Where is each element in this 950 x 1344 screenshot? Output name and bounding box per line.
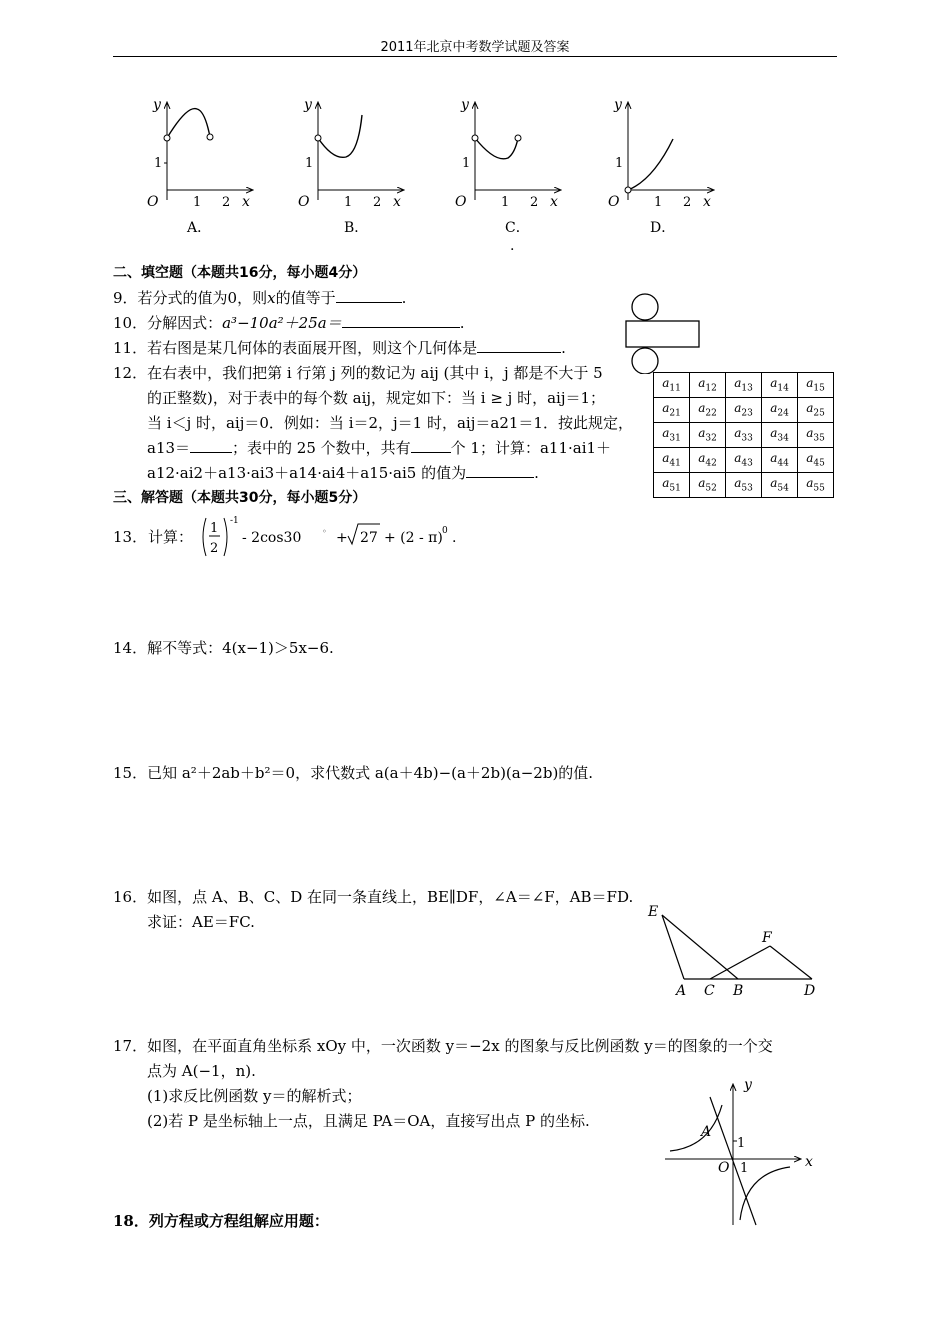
svg-text:◦: ◦ bbox=[322, 527, 327, 536]
svg-text:x: x bbox=[393, 194, 401, 210]
svg-text:2: 2 bbox=[222, 195, 231, 210]
svg-text:1: 1 bbox=[305, 156, 314, 171]
section3-title: 三、解答题（本题共30分，每小题5分） bbox=[113, 490, 367, 506]
matrix-cell: $a_{41}$ bbox=[654, 448, 690, 473]
svg-text:x: x bbox=[703, 194, 711, 210]
matrix-cell: $a_{45}$ bbox=[798, 448, 834, 473]
svg-text:x: x bbox=[805, 1154, 813, 1170]
svg-text:D: D bbox=[804, 983, 816, 999]
svg-text:O: O bbox=[608, 194, 620, 210]
matrix-row bbox=[654, 423, 834, 448]
option-graphs bbox=[140, 95, 740, 255]
svg-text:1: 1 bbox=[210, 521, 219, 536]
svg-text:C: C bbox=[704, 983, 715, 999]
svg-text:y: y bbox=[153, 97, 161, 113]
matrix-cell: $a_{33}$ bbox=[726, 423, 762, 448]
matrix-table bbox=[653, 372, 834, 498]
svg-text:+: + bbox=[336, 530, 348, 546]
svg-text:2: 2 bbox=[210, 541, 219, 556]
curve-d bbox=[628, 139, 673, 190]
question-17-line3: (1)求反比例函数 y＝的解析式； bbox=[147, 1087, 362, 1105]
question-12-line1: 12．在右表中，我们把第 i 行第 j 列的数记为 aij (其中 i，j 都是不大于 5 bbox=[113, 364, 603, 382]
matrix-row bbox=[654, 373, 834, 398]
matrix-cell: $a_{42}$ bbox=[690, 448, 726, 473]
svg-text:x: x bbox=[242, 194, 250, 210]
question-12-line5: a12·ai2＋a13·ai3＋a14·ai4＋a15·ai5 的值为 . bbox=[147, 464, 539, 482]
graph-d bbox=[608, 97, 713, 236]
svg-text:2: 2 bbox=[373, 195, 382, 210]
svg-text:O: O bbox=[455, 194, 467, 210]
answer-blank-12c[interactable] bbox=[466, 463, 534, 478]
question-17-line2: 点为 A(−1，n). bbox=[147, 1062, 256, 1080]
matrix-cell: $a_{55}$ bbox=[798, 473, 834, 498]
svg-text:2: 2 bbox=[530, 195, 539, 210]
svg-text:A．: A． bbox=[187, 220, 212, 236]
page-header: 2011年北京中考数学试题及答案 bbox=[380, 40, 570, 55]
matrix-cell: $a_{51}$ bbox=[654, 473, 690, 498]
matrix-cell: $a_{24}$ bbox=[762, 398, 798, 423]
curve-b bbox=[318, 115, 362, 157]
graph-a bbox=[147, 97, 252, 236]
svg-text:D．: D． bbox=[650, 220, 676, 236]
matrix-cell: $a_{22}$ bbox=[690, 398, 726, 423]
svg-text:.: . bbox=[510, 238, 515, 254]
matrix-row bbox=[654, 473, 834, 498]
answer-blank-10[interactable] bbox=[342, 313, 460, 328]
svg-text:- 2cos30: - 2cos30 bbox=[242, 530, 302, 546]
svg-text:1: 1 bbox=[740, 1161, 749, 1176]
question-18: 18．列方程或方程组解应用题： bbox=[113, 1212, 329, 1230]
svg-text:.: . bbox=[452, 530, 457, 546]
question-17-line4: (2)若 P 是坐标轴上一点，且满足 PA＝OA，直接写出点 P 的坐标. bbox=[147, 1112, 590, 1130]
svg-text:2: 2 bbox=[683, 195, 692, 210]
svg-text:C．: C． bbox=[505, 220, 530, 236]
matrix-cell: $a_{15}$ bbox=[798, 373, 834, 398]
matrix-cell: $a_{31}$ bbox=[654, 423, 690, 448]
matrix-cell: $a_{52}$ bbox=[690, 473, 726, 498]
matrix-cell: $a_{25}$ bbox=[798, 398, 834, 423]
answer-blank-9[interactable] bbox=[336, 288, 402, 303]
matrix-cell: $a_{53}$ bbox=[726, 473, 762, 498]
svg-text:-1: -1 bbox=[230, 516, 239, 526]
q13-expression bbox=[198, 514, 558, 560]
question-16-line2: 求证：AE＝FC. bbox=[147, 913, 255, 931]
svg-text:y: y bbox=[614, 97, 622, 113]
figure-17 bbox=[660, 1075, 830, 1230]
svg-text:27: 27 bbox=[360, 530, 378, 546]
svg-text:y: y bbox=[461, 97, 469, 113]
svg-text:E: E bbox=[648, 904, 659, 920]
svg-text:1: 1 bbox=[154, 156, 163, 171]
matrix-cell: $a_{23}$ bbox=[726, 398, 762, 423]
svg-text:O: O bbox=[147, 194, 159, 210]
svg-text:y: y bbox=[304, 97, 312, 113]
svg-text:A: A bbox=[701, 1124, 712, 1140]
svg-text:O: O bbox=[298, 194, 310, 210]
question-14: 14．解不等式：4(x−1)＞5x−6. bbox=[113, 639, 334, 657]
matrix-cell: $a_{12}$ bbox=[690, 373, 726, 398]
svg-text:1: 1 bbox=[615, 156, 624, 171]
matrix-cell: $a_{21}$ bbox=[654, 398, 690, 423]
svg-text:1: 1 bbox=[654, 195, 663, 210]
svg-text:1: 1 bbox=[737, 1136, 746, 1151]
svg-text:y: y bbox=[744, 1077, 752, 1093]
matrix-cell: $a_{54}$ bbox=[762, 473, 798, 498]
answer-blank-12b[interactable] bbox=[411, 438, 451, 453]
svg-text:1: 1 bbox=[193, 195, 202, 210]
svg-text:B: B bbox=[733, 983, 744, 999]
matrix-cell: $a_{11}$ bbox=[654, 373, 690, 398]
cylinder-net-figure bbox=[622, 292, 702, 374]
question-16-line1: 16．如图，点 A、B、C、D 在同一条直线上，BE∥DF，∠A＝∠F，AB＝FD. bbox=[113, 888, 634, 906]
svg-text:1: 1 bbox=[462, 156, 471, 171]
svg-text:+ (2 - π): + (2 - π) bbox=[384, 530, 443, 546]
svg-text:O: O bbox=[718, 1160, 730, 1176]
question-9: 9．若分式的值为0，则x的值等于 . bbox=[113, 289, 407, 307]
question-15: 15．已知 a²＋2ab＋b²＝0，求代数式 a(a＋4b)−(a＋2b)(a−2b)的值. bbox=[113, 764, 594, 782]
curve-a bbox=[167, 109, 210, 138]
matrix-cell: $a_{13}$ bbox=[726, 373, 762, 398]
graph-b bbox=[298, 97, 403, 236]
matrix-cell: $a_{43}$ bbox=[726, 448, 762, 473]
answer-blank-12a[interactable] bbox=[190, 438, 232, 453]
question-10: 10．分解因式：a³−10a²＋25a＝ . bbox=[113, 314, 465, 332]
svg-text:B．: B． bbox=[344, 220, 369, 236]
header-rule bbox=[113, 56, 837, 57]
matrix-cell: $a_{44}$ bbox=[762, 448, 798, 473]
svg-text:A: A bbox=[676, 983, 687, 999]
answer-blank-11[interactable] bbox=[477, 338, 561, 353]
question-12-line4: a13＝ ；表中的 25 个数中，共有 个 1；计算：a11·ai1＋ bbox=[147, 439, 612, 457]
question-12-line2: 的正整数)，对于表中的每个数 aij，规定如下：当 i ≥ j 时，aij＝1； bbox=[147, 389, 606, 407]
svg-text:1: 1 bbox=[344, 195, 353, 210]
matrix-row bbox=[654, 448, 834, 473]
svg-text:1: 1 bbox=[501, 195, 510, 210]
svg-text:0: 0 bbox=[442, 526, 448, 536]
matrix-row bbox=[654, 398, 834, 423]
section2-title: 二、填空题（本题共16分，每小题4分） bbox=[113, 265, 367, 281]
svg-text:F: F bbox=[762, 930, 772, 946]
question-17-line1: 17．如图，在平面直角坐标系 xOy 中，一次函数 y＝−2x 的图象与反比例函数 y＝的图象的一个交 bbox=[113, 1037, 773, 1055]
matrix-cell: $a_{32}$ bbox=[690, 423, 726, 448]
svg-text:x: x bbox=[550, 194, 558, 210]
question-12-line3: 当 i＜j 时，aij＝0．例如：当 i＝2，j＝1 时，aij＝a21＝1．按此规定， bbox=[147, 414, 633, 432]
question-11: 11．若右图是某几何体的表面展开图，则这个几何体是 . bbox=[113, 339, 566, 357]
graph-c bbox=[455, 97, 560, 254]
curve-c bbox=[475, 138, 518, 159]
matrix-cell: $a_{35}$ bbox=[798, 423, 834, 448]
matrix-cell: $a_{34}$ bbox=[762, 423, 798, 448]
matrix-cell: $a_{14}$ bbox=[762, 373, 798, 398]
figure-16 bbox=[640, 900, 830, 1000]
